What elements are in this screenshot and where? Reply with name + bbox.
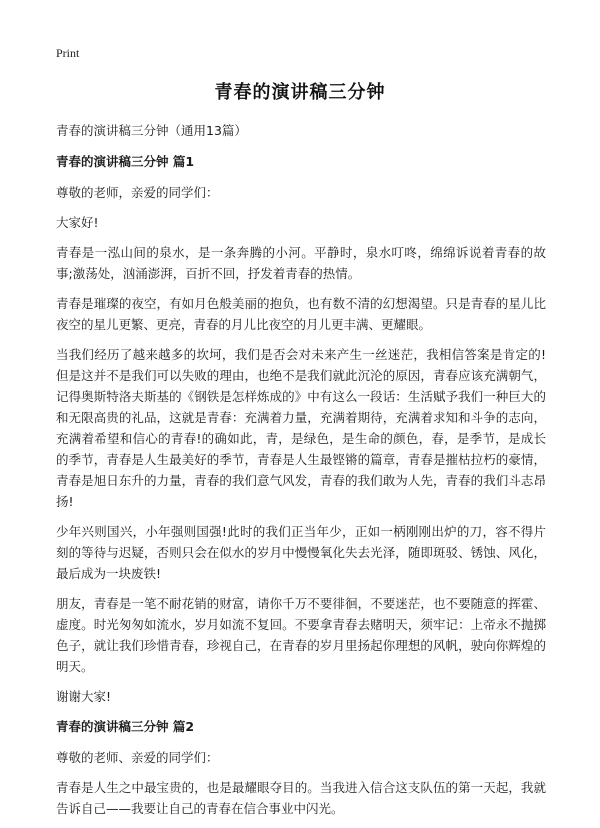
section-2-paragraph: 尊敬的老师、亲爱的同学们：: [56, 750, 219, 765]
section-1-heading: 青春的演讲稿三分钟 篇1: [56, 154, 195, 169]
document-subtitle: 青春的演讲稿三分钟（通用13篇）: [56, 123, 247, 138]
section-1-paragraph: 朋友，青春是一笔不耐花销的财富，请你千万不要徘徊，不要迷茫，也不要随意的挥霍、虚度。时光匆匆如流水，岁月如流不复回。不要拿青春去赌明天，须牢记：上帝永不抛掷色子，就让我们珍惜青春，珍视自己，在青春的岁月里扬起你理想的风帆，驶向你辉煌的明天。: [56, 596, 546, 674]
section-2-heading: 青春的演讲稿三分钟 篇2: [56, 719, 195, 734]
section-1-paragraph: 少年兴则国兴，小年强则国强!此时的我们正当年少，正如一柄刚刚出炉的刀，容不得片刻的等待与迟疑，否则只会在似水的岁月中慢慢氧化失去光泽，随即斑驳、锈蚀、风化，最后成为一块废铁!: [56, 524, 546, 581]
section-1-paragraph: 谢谢大家!: [56, 689, 112, 704]
section-1-paragraph: 当我们经历了越来越多的坎坷，我们是否会对未来产生一丝迷茫，我相信答案是肯定的!但是这并不是我们可以失败的理由，也绝不是我们就此沉沦的原因，青春应该充满朝气，记得奥斯特洛夫斯基的《钢铁是怎样炼成的》中有这么一段话：生活赋予我们一种巨大的和无限高贵的礼品，这就是青春：充满着力量，充满着期待，充满着求知和斗争的志向，充满着希望和信心的青春!的确如此，青，是绿色，是生命的颜色，春，是季节，是成长的季节，青春是人生最美好的季节，青春是人生最铿锵的篇章，青春是摧枯拉朽的豪情，青春是旭日东升的力量，青春的我们意气风发，青春的我们敢为人先，青春的我们斗志昂扬!: [56, 347, 546, 509]
section-1-paragraph: 青春是一泓山间的泉水，是一条奔腾的小河。平静时，泉水叮咚，绵绵诉说着青春的故事;激荡处，汹涌澎湃，百折不回，抒发着青春的热情。: [56, 245, 546, 281]
document-title: 青春的演讲稿三分钟: [214, 82, 386, 103]
section-1-paragraph: 尊敬的老师，亲爱的同学们：: [56, 185, 219, 200]
section-1-paragraph: 青春是璀璨的夜空，有如月色般美丽的抱负，也有数不清的幻想渴望。只是青春的星儿比夜空的星儿更繁、更亮，青春的月儿比夜空的月儿更丰满、更耀眼。: [56, 296, 546, 332]
print-link[interactable]: Print: [56, 46, 80, 60]
section-2-paragraph: 青春是人生之中最宝贵的，也是最耀眼夺目的。当我进入信合这支队伍的第一天起，我就告诉自己——我要让自己的青春在信合事业中闪光。: [56, 780, 546, 816]
section-1-paragraph: 大家好!: [56, 215, 99, 230]
document-body: [56, 120, 546, 828]
